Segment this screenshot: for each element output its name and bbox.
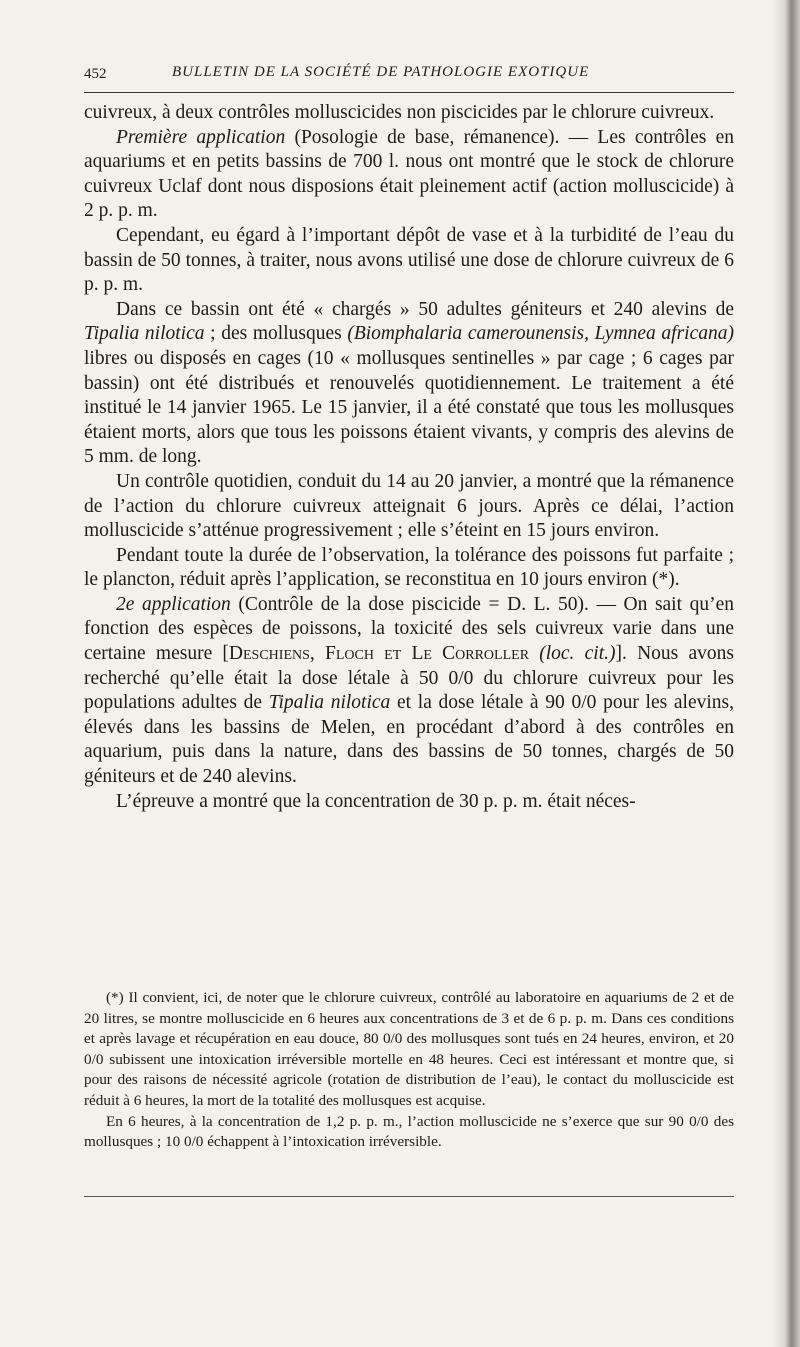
species-name: Tipalia nilotica [268, 692, 391, 714]
page-header [84, 64, 734, 86]
species-name: Tipalia nilotica [84, 323, 205, 345]
paragraph-text: ]. Nous avons recherché qu’elle était la dose létale à 50 0/0 du chlorure cuivreux pour les populations adultes de [84, 643, 734, 714]
page-number: 452 [84, 66, 107, 82]
page-binding-edge [772, 0, 800, 1347]
paragraph-second-application [84, 593, 734, 790]
paragraph-text: (Posologie de base, rémanence). — Les contrôles en aquariums et en petits bassins de 700 l. nous ont montré que le stock de chlorure cuivreux Uclaf dont nous disposions était pleinement actif (action molluscicide) à 2 p. p. m. [84, 126, 734, 222]
paragraph-text: et la dose létale à 90 0/0 pour les alevins, élevés dans les bassins de Melen, en procédant d’abord à des contrôles en aquarium, puis dans la nature, dans des bassins de 50 tonnes, chargés de 50 géniteurs et de 240 alevins. [84, 692, 735, 788]
citation: (loc. cit.) [529, 643, 616, 665]
footnotes [84, 988, 734, 1153]
author-names: Deschiens, Floch et Le Corroller [228, 643, 530, 665]
footnote-2: En 6 heures, à la concentration de 1,2 p. p. m., l’action molluscicide ne s’exerce que sur 90 0/0 des mollusques ; 10 0/0 échappent à l’intoxication irréversible. [84, 1112, 734, 1151]
paragraph-text: Dans ce bassin ont été « chargés » 50 adultes géniteurs et 240 alevins de [116, 298, 734, 320]
paragraph-tolerance: Pendant toute la durée de l’observation, la tolérance des poissons fut parfaite ; le plancton, réduit après l’application, se reconstitua en 10 jours environ (*). [84, 544, 734, 591]
footer-rule [84, 1196, 734, 1197]
species-names-molluscs: (Biomphalaria camerounensis, Lymnea africana) [347, 323, 734, 345]
footnote-1: (*) Il convient, ici, de noter que le chlorure cuivreux, contrôlé au laboratoire en aquariums de 2 et de 20 litres, se montre molluscicide en 6 heures aux concentrations de 3 et de 6 p. p. m. Dans ces conditions et après lavage et récupération en eau douce, 80 0/0 des mollusques sont tués en 24 heures, environ, et 20 0/0 subissent une intoxication irréversible mortelle en 48 heures. Ceci est intéressant et montre que, si pour des raisons de nécessité agricole (rotation de distribution de l’eau), le contact du molluscicide est réduit à 6 heures, la mort de la totalité des mollusques est acquise. [84, 989, 734, 1109]
paragraph-first-application [84, 126, 734, 224]
paragraph-dose: Cependant, eu égard à l’important dépôt de vase et à la turbidité de l’eau du bassin de 50 tonnes, à traiter, nous avons utilisé une dose de chlorure cuivreux de 6 p. p. m. [84, 224, 734, 296]
running-title: BULLETIN DE LA SOCIÉTÉ DE PATHOLOGIE EXOTIQUE [172, 64, 590, 80]
header-rule [84, 92, 734, 93]
article-body [84, 101, 734, 814]
paragraph-basin-loading [84, 298, 734, 470]
section-heading-second-application: 2e application [116, 593, 231, 615]
paragraph-test-result: L’épreuve a montré que la concentration de 30 p. p. m. était néces- [116, 790, 636, 812]
paragraph-continuation: cuivreux, à deux contrôles molluscicides non piscicides par le chlorure cuivreux. [84, 102, 715, 123]
paragraph-daily-control: Un contrôle quotidien, conduit du 14 au 20 janvier, a montré que la rémanence de l’action du chlorure cuivreux atteignait 6 jours. Après ce délai, l’action molluscicide s’atténue progressivement ; elle s’éteint en 15 jours environ. [84, 470, 734, 542]
paragraph-text: (Contrôle de la dose piscicide = D. L. 50). — On sait qu’en fonction des espèces de poissons, la toxicité des sels cuivreux varie dans une certaine mesure [ [84, 593, 734, 665]
section-heading-first-application: Première application [116, 126, 286, 148]
paragraph-text: libres ou disposés en cages (10 « mollusques sentinelles » par cage ; 6 cages par bassin) ont été distribués et renouvelés quotidiennement. Le traitement a été institué le 14 janvier 1965. Le 15 janvier, il a été constaté que tous les mollusques étaient morts, alors que tous les poissons étaient vivants, y compris des alevins de 5 mm. de long. [84, 347, 734, 468]
paragraph-text: ; des mollusques [204, 323, 348, 345]
